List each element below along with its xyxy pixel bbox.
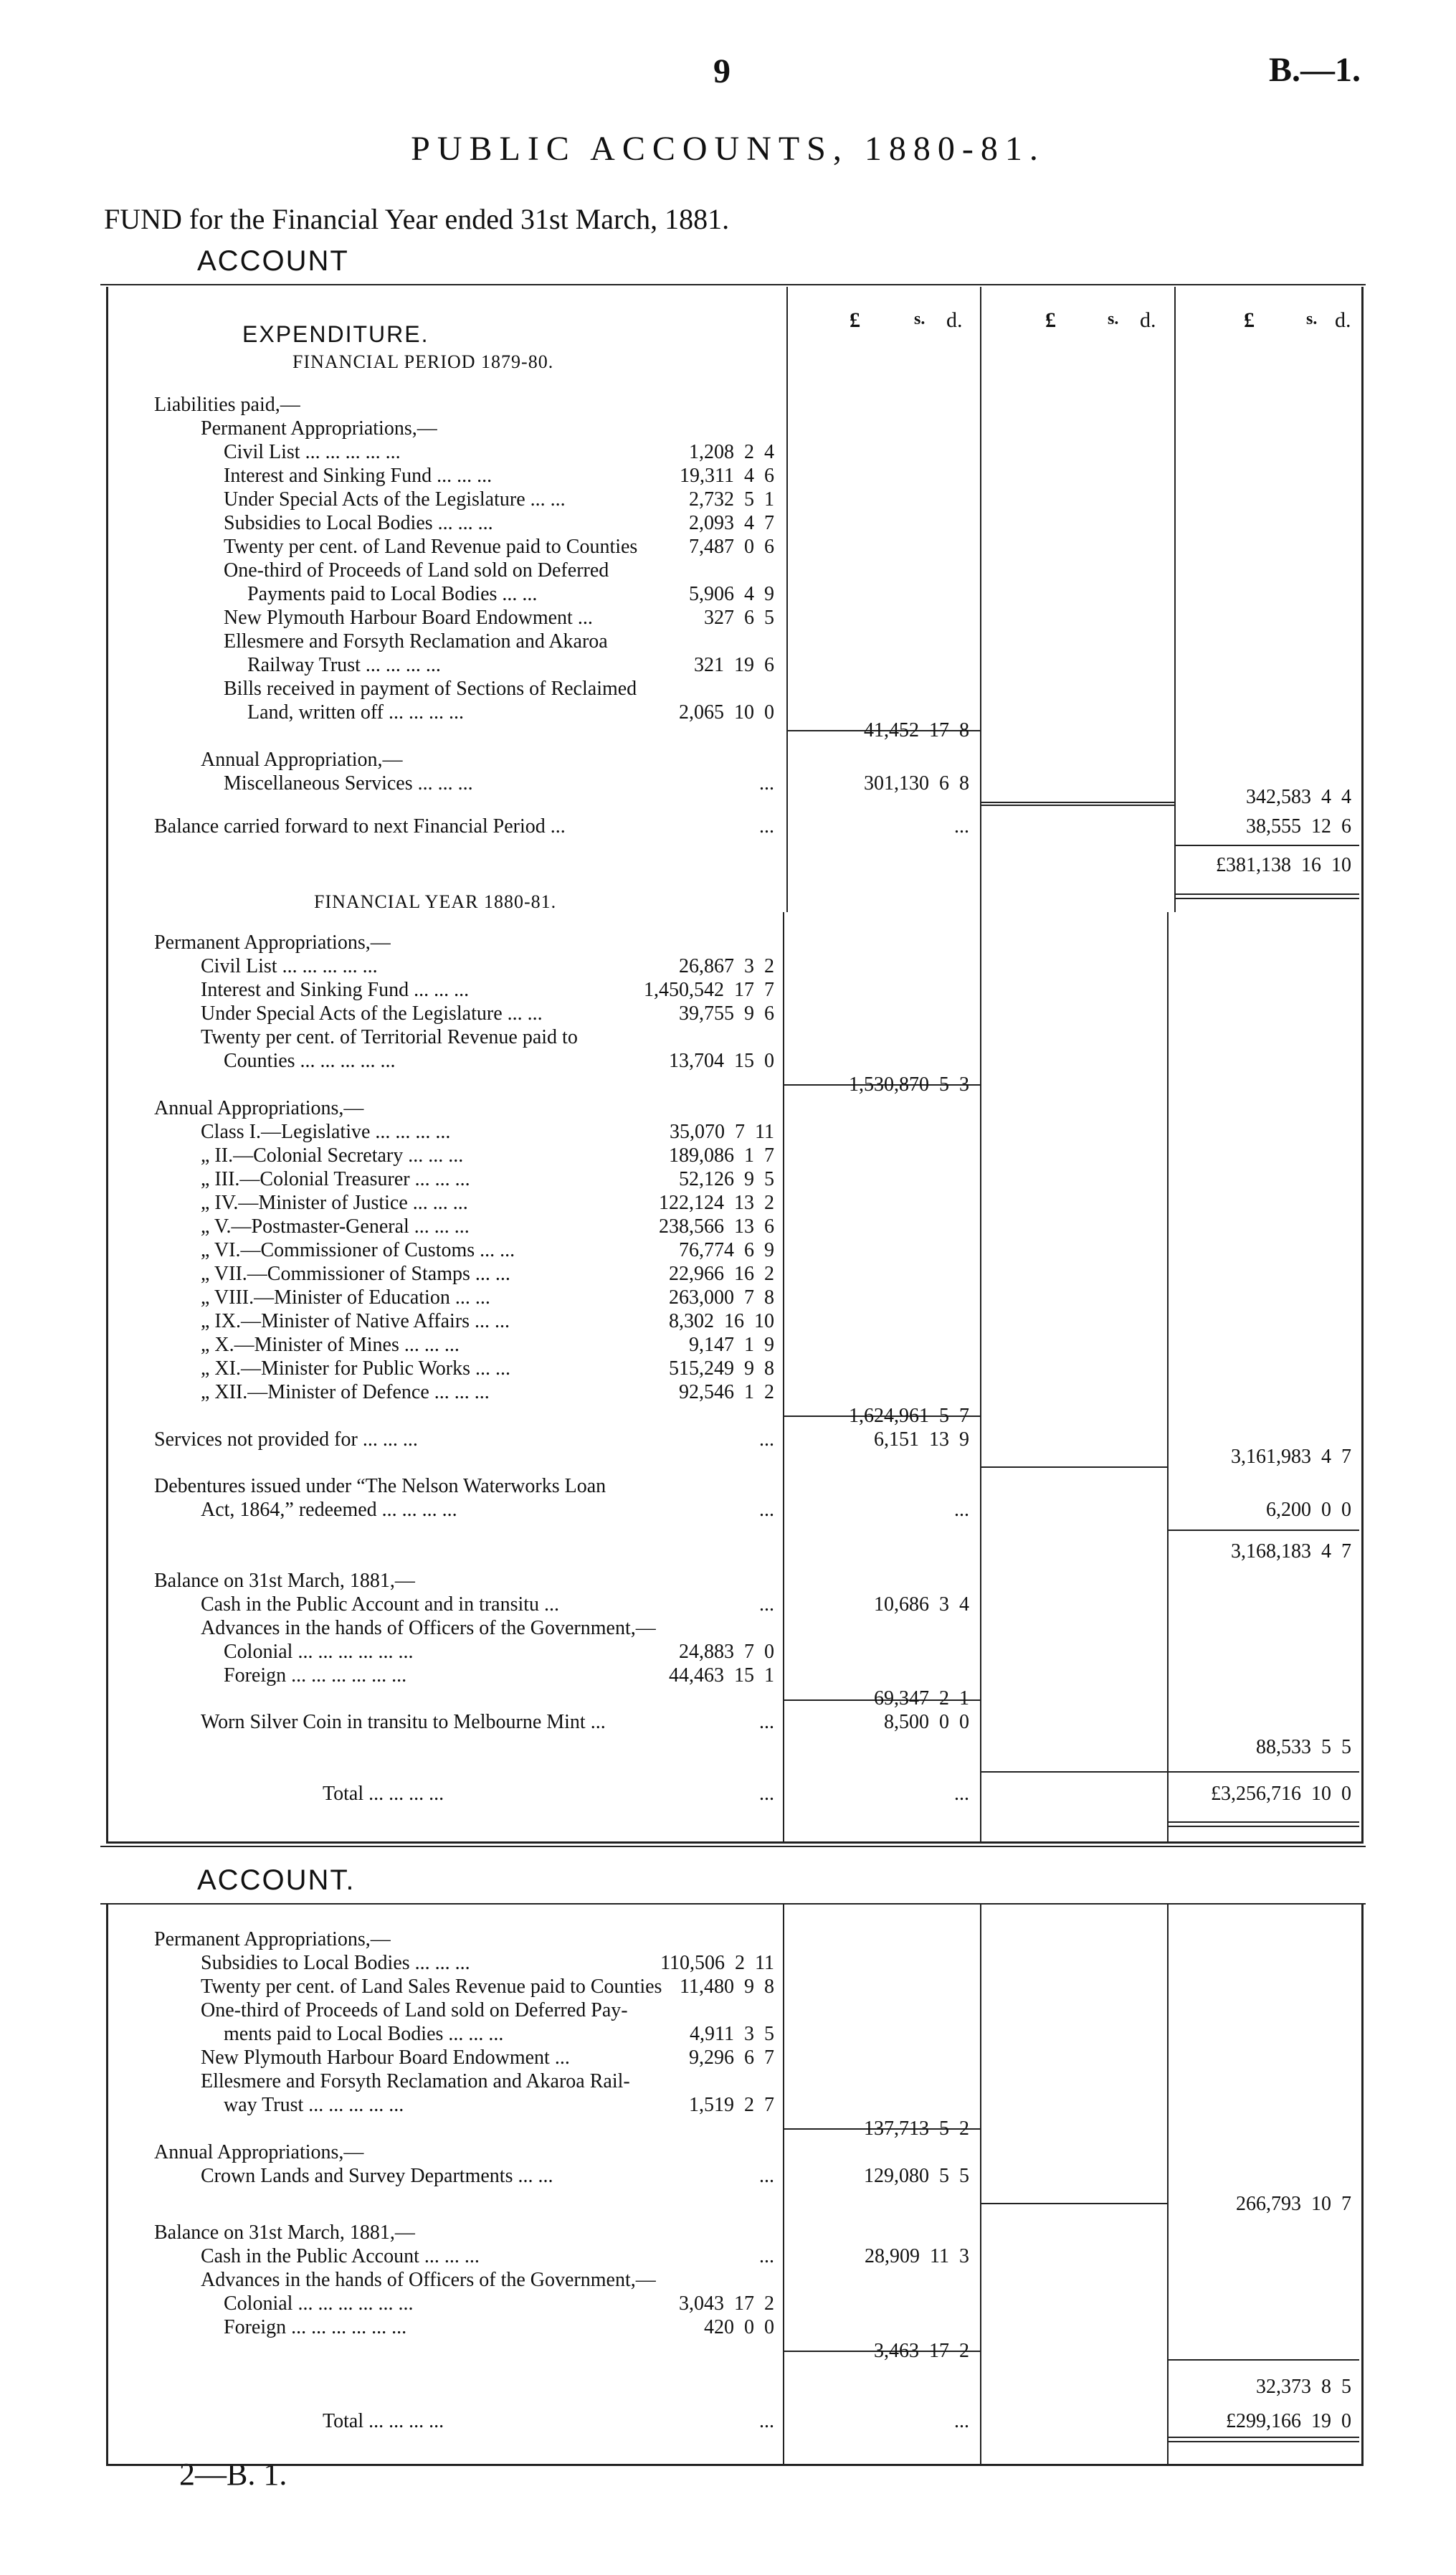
page-footer: 2—B. 1. (179, 2457, 287, 2492)
acct2-amount-c3: 32,373 8 5 (1256, 2376, 1351, 2398)
acct1-amount-c1: 39,755 9 6 (679, 1002, 774, 1025)
acct1-label: „ II.—Colonial Secretary ... ... ... (201, 1144, 464, 1167)
acct1-label: Annual Appropriations,— (154, 1097, 364, 1119)
acct1-amount-c3: 342,583 4 4 (1246, 786, 1351, 808)
acct1-label: Twenty per cent. of Land Revenue paid to Counties (224, 536, 638, 558)
acct1-amount-c1: 238,566 13 6 (659, 1215, 774, 1238)
acct1-amount-c1: ... (759, 1783, 774, 1805)
rule (980, 805, 1174, 806)
acct1-amount-c3: 38,555 12 6 (1246, 815, 1351, 838)
acct2-label: Twenty per cent. of Land Sales Revenue paid to Counties (201, 1976, 662, 1998)
acct1-label: Worn Silver Coin in transitu to Melbourne Mint ... (201, 1711, 606, 1733)
acct1-amount-c1: 44,463 15 1 (669, 1664, 774, 1687)
acct1-label: Payments paid to Local Bodies ... ... (247, 583, 538, 605)
acct2-label: Permanent Appropriations,— (154, 1928, 391, 1950)
t2-col2-divider (980, 1905, 981, 2464)
acct1-amount-c2: 41,452 17 8 (864, 719, 969, 741)
acct1-label: Counties ... ... ... ... ... (224, 1050, 396, 1072)
acct2-label: ments paid to Local Bodies ... ... ... (224, 2023, 504, 2045)
acct1-label: Cash in the Public Account and in transitu ... (201, 1593, 560, 1616)
pence-header-3: d. (1335, 308, 1351, 332)
acct1-label: Foreign ... ... ... ... ... ... (224, 1664, 407, 1687)
acct1-label: Railway Trust ... ... ... ... (247, 654, 441, 676)
acct1-label: Under Special Acts of the Legislature ... ... (224, 488, 566, 511)
acct1-label: Annual Appropriation,— (201, 749, 403, 771)
acct1-amount-c2: ... (954, 815, 969, 838)
acct1-amount-c3: 3,168,183 4 7 (1231, 1540, 1351, 1562)
acct1-label: Subsidies to Local Bodies ... ... ... (224, 512, 493, 534)
acct1-amount-c3: £381,138 16 10 (1216, 854, 1351, 876)
pound-header: £ (850, 308, 860, 332)
acct2-label: Annual Appropriations,— (154, 2141, 364, 2163)
acct1-amount-c1: 8,302 16 10 (669, 1310, 774, 1332)
acct2-label: Advances in the hands of Officers of the Government,— (201, 2269, 656, 2291)
acct2-amount-c1: ... (759, 2245, 774, 2267)
acct2-label: way Trust ... ... ... ... ... (224, 2094, 404, 2116)
acct2-amount-c1: ... (759, 2165, 774, 2187)
acct1-amount-c1: 52,126 9 5 (679, 1168, 774, 1190)
acct1-label: One-third of Proceeds of Land sold on Deferred (224, 559, 609, 582)
acct1-label: Services not provided for ... ... ... (154, 1428, 418, 1451)
pence-header: d. (946, 308, 963, 332)
acct1-amount-c3: 88,533 5 5 (1256, 1736, 1351, 1758)
acct1-amount-c2: ... (954, 1499, 969, 1521)
acct1-amount-c2: 1,530,870 5 3 (849, 1073, 969, 1096)
rule (980, 2203, 1167, 2204)
acct2-label: One-third of Proceeds of Land sold on Deferred Pay- (201, 1999, 628, 2021)
acct1-label: „ III.—Colonial Treasurer ... ... ... (201, 1168, 470, 1190)
acct1-amount-c1: 92,546 1 2 (679, 1381, 774, 1403)
acct1-amount-c1: ... (759, 1499, 774, 1521)
acct1-label: „ IV.—Minister of Justice ... ... ... (201, 1192, 468, 1214)
rule (1167, 1771, 1359, 1773)
acct1-amount-c1: 22,966 16 2 (669, 1263, 774, 1285)
rule (980, 802, 1174, 803)
acct2-amount-c3: £299,166 19 0 (1226, 2410, 1351, 2432)
acct1-label: Permanent Appropriations,— (201, 417, 437, 440)
col3-divider-b (1167, 912, 1169, 1841)
acct1-label: Balance carried forward to next Financial Period ... (154, 815, 566, 838)
acct1-amount-c1: 2,732 5 1 (689, 488, 774, 511)
acct1-label: Permanent Appropriations,— (154, 931, 391, 954)
acct1-label: „ VIII.—Minister of Education ... ... (201, 1286, 490, 1309)
acct2-amount-c2: 3,463 17 2 (874, 2340, 969, 2362)
acct1-amount-c1: 263,000 7 8 (669, 1286, 774, 1309)
acct1-amount-c1: 515,249 9 8 (669, 1357, 774, 1380)
acct1-amount-c1: 76,774 6 9 (679, 1239, 774, 1261)
page-title: PUBLIC ACCOUNTS, 1880-81. (411, 130, 1045, 168)
rule (1167, 1530, 1359, 1531)
section-financial-year: FINANCIAL YEAR 1880-81. (314, 891, 557, 912)
acct1-label: „ IX.—Minister of Native Affairs ... ... (201, 1310, 510, 1332)
acct1-amount-c1: 189,086 1 7 (669, 1144, 774, 1167)
pound-header-2: £ (1045, 308, 1056, 332)
acct2-amount-c2: 137,713 5 2 (864, 2118, 969, 2140)
acct1-label: Class I.—Legislative ... ... ... ... (201, 1121, 451, 1143)
acct1-label: „ X.—Minister of Mines ... ... ... (201, 1334, 460, 1356)
acct1-amount-c1: 7,487 0 6 (689, 536, 774, 558)
acct1-amount-c1: 19,311 4 6 (680, 465, 774, 487)
acct1-label: Twenty per cent. of Territorial Revenue paid to (201, 1026, 578, 1048)
acct2-label: Ellesmere and Forsyth Reclamation and Akaroa Rail- (201, 2070, 630, 2092)
shilling-header-2: s. (1108, 310, 1119, 328)
acct1-amount-c1: 2,093 4 7 (689, 512, 774, 534)
acct2-label: Balance on 31st March, 1881,— (154, 2221, 415, 2244)
acct1-label: Land, written off ... ... ... ... (247, 701, 464, 724)
acct2-amount-c3: 266,793 10 7 (1236, 2193, 1351, 2215)
acct2-amount-c1: 4,911 3 5 (690, 2023, 774, 2045)
acct1-label: Interest and Sinking Fund ... ... ... (224, 465, 493, 487)
acct1-amount-c1: ... (759, 772, 774, 795)
acct1-amount-c1: 1,450,542 17 7 (644, 979, 774, 1001)
table1-bottom-rule (100, 1846, 1366, 1847)
expenditure-heading: EXPENDITURE. (242, 321, 429, 347)
pound-header-3: £ (1244, 308, 1255, 332)
acct1-label: Balance on 31st March, 1881,— (154, 1570, 415, 1592)
acct1-label: Bills received in payment of Sections of Reclaimed (224, 678, 637, 700)
acct1-label: Debentures issued under “The Nelson Waterworks Loan (154, 1475, 606, 1497)
acct2-amount-c1: 1,519 2 7 (689, 2094, 774, 2116)
acct1-amount-c1: ... (759, 1711, 774, 1733)
acct1-amount-c1: 26,867 3 2 (679, 955, 774, 977)
page-number: 9 (713, 52, 731, 90)
fund-subtitle: FUND for the Financial Year ended 31st March, 1881. (104, 203, 730, 235)
table1-top-rule (100, 284, 1366, 285)
acct1-label: New Plymouth Harbour Board Endowment ... (224, 607, 593, 629)
pence-header-2: d. (1140, 308, 1156, 332)
shilling-header-3: s. (1306, 310, 1318, 328)
rule (1167, 1821, 1359, 1823)
acct1-label: „ XII.—Minister of Defence ... ... ... (201, 1381, 490, 1403)
acct1-amount-c1: 9,147 1 9 (689, 1334, 774, 1356)
acct1-amount-c2: 301,130 6 8 (864, 772, 969, 795)
acct1-label: Miscellaneous Services ... ... ... (224, 772, 473, 795)
rule (1167, 2359, 1359, 2361)
acct1-amount-c1: 24,883 7 0 (679, 1641, 774, 1663)
acct2-label: Total ... ... ... ... (323, 2410, 444, 2432)
acct1-label: Civil List ... ... ... ... ... (224, 441, 401, 463)
rule (1174, 893, 1359, 895)
acct2-amount-c1: 3,043 17 2 (679, 2292, 774, 2315)
acct2-amount-c2: 28,909 11 3 (865, 2245, 969, 2267)
acct1-label: „ VII.—Commissioner of Stamps ... ... (201, 1263, 510, 1285)
rule (1174, 845, 1359, 846)
account-label-1: ACCOUNT (197, 245, 349, 277)
rule (1167, 2437, 1359, 2438)
acct1-amount-c1: 35,070 7 11 (670, 1121, 774, 1143)
acct1-amount-c2: 8,500 0 0 (884, 1711, 969, 1733)
section-financial-period: FINANCIAL PERIOD 1879-80. (292, 351, 554, 372)
document-reference: B.—1. (1269, 51, 1361, 89)
rule (980, 1466, 1167, 1468)
rule (1167, 2441, 1359, 2442)
acct2-amount-c2: 129,080 5 5 (864, 2165, 969, 2187)
acct1-amount-c1: 5,906 4 9 (689, 583, 774, 605)
acct1-label: „ XI.—Minister for Public Works ... ... (201, 1357, 510, 1380)
acct1-label: Advances in the hands of Officers of the Government,— (201, 1617, 656, 1639)
acct2-amount-c2: ... (954, 2410, 969, 2432)
acct1-amount-c3: £3,256,716 10 0 (1211, 1783, 1351, 1805)
acct1-amount-c2: 10,686 3 4 (874, 1593, 969, 1616)
acct1-label: Civil List ... ... ... ... ... (201, 955, 378, 977)
acct1-amount-c2: 1,624,961 5 7 (849, 1405, 969, 1427)
rule (1167, 1826, 1359, 1827)
acct1-amount-c1: ... (759, 1428, 774, 1451)
acct2-label: Subsidies to Local Bodies ... ... ... (201, 1952, 470, 1974)
shilling-header: s. (914, 310, 926, 328)
acct2-label: Crown Lands and Survey Departments ... ... (201, 2165, 553, 2187)
acct1-label: Ellesmere and Forsyth Reclamation and Akaroa (224, 630, 608, 653)
acct1-label: Under Special Acts of the Legislature ... ... (201, 1002, 543, 1025)
rule (1174, 898, 1359, 899)
acct1-label: Interest and Sinking Fund ... ... ... (201, 979, 470, 1001)
acct2-label: Cash in the Public Account ... ... ... (201, 2245, 480, 2267)
col2-divider (980, 287, 981, 1841)
acct1-amount-c1: ... (759, 1593, 774, 1616)
acct1-amount-c1: 2,065 10 0 (679, 701, 774, 724)
acct1-label: „ VI.—Commissioner of Customs ... ... (201, 1239, 515, 1261)
acct2-label: New Plymouth Harbour Board Endowment ... (201, 2047, 570, 2069)
acct1-amount-c1: 13,704 15 0 (669, 1050, 774, 1072)
acct2-amount-c1: 9,296 6 7 (689, 2047, 774, 2069)
acct1-amount-c1: 321 19 6 (694, 654, 774, 676)
acct1-amount-c3: 3,161,983 4 7 (1231, 1446, 1351, 1468)
acct2-amount-c1: ... (759, 2410, 774, 2432)
rule (980, 1771, 1167, 1773)
acct1-label: Liabilities paid,— (154, 394, 300, 416)
acct1-amount-c1: 122,124 13 2 (659, 1192, 774, 1214)
acct1-label: Colonial ... ... ... ... ... ... (224, 1641, 414, 1663)
acct1-amount-c1: ... (759, 815, 774, 838)
account-label-2: ACCOUNT. (197, 1864, 356, 1896)
acct1-label: Act, 1864,” redeemed ... ... ... ... (201, 1499, 457, 1521)
acct1-amount-c2: 6,151 13 9 (874, 1428, 969, 1451)
acct2-amount-c1: 11,480 9 8 (680, 1976, 774, 1998)
acct1-amount-c2: 69,347 2 1 (874, 1687, 969, 1709)
acct1-amount-c2: ... (954, 1783, 969, 1805)
acct1-label: Total ... ... ... ... (323, 1783, 444, 1805)
acct1-amount-c3: 6,200 0 0 (1266, 1499, 1351, 1521)
acct1-label: „ V.—Postmaster-General ... ... ... (201, 1215, 470, 1238)
acct2-amount-c1: 110,506 2 11 (660, 1952, 774, 1974)
acct2-label: Foreign ... ... ... ... ... ... (224, 2316, 407, 2338)
acct2-amount-c1: 420 0 0 (704, 2316, 774, 2338)
acct1-amount-c1: 1,208 2 4 (689, 441, 774, 463)
acct1-amount-c1: 327 6 5 (704, 607, 774, 629)
acct2-label: Colonial ... ... ... ... ... ... (224, 2292, 414, 2315)
